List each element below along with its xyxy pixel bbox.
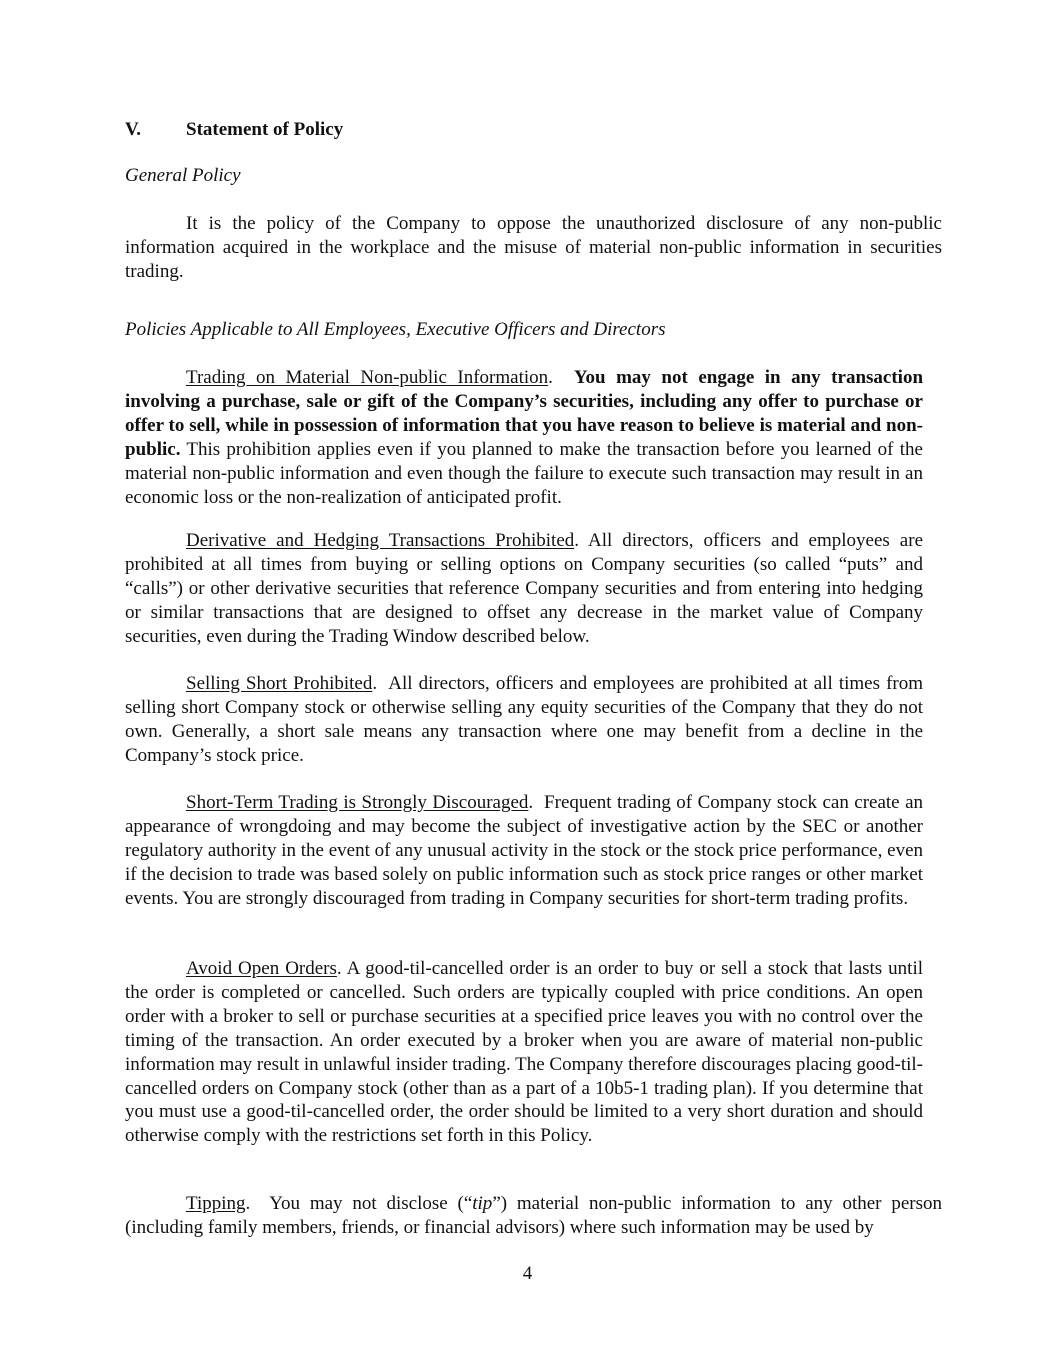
tip-word: tip bbox=[472, 1193, 493, 1214]
derivative-paragraph: Derivative and Hedging Transactions Prohibited. All directors, officers and employees are prohibited at all times from buying or selling options on Company securities (so called “puts” and “calls”) or other derivative securities that reference Company securities and from entering into hedging or similar transactions that are designed to offset any decrease in the market value of Company securities, even during the Trading Window described below. bbox=[125, 530, 924, 647]
applicable-policies-heading: Policies Applicable to All Employees, Executive Officers and Directors bbox=[125, 319, 666, 340]
tipping-text-before: You may not disclose (“ bbox=[269, 1193, 473, 1214]
tipping-text-after: ”) material non-public information to any other person (including family members, friends, or financial advisors) where such information may be used by bbox=[125, 1193, 942, 1238]
general-policy-paragraph: It is the policy of the Company to oppose the unauthorized disclosure of any non-public information acquired in the workplace and the misuse of material non-public information in securities trading. bbox=[125, 213, 942, 282]
tipping-title: Tipping bbox=[186, 1193, 246, 1214]
trading-bold-text: You may not engage in any transaction involving a purchase, sale or gift of the Company’s securities, including any offer to purchase or offer to sell, while in possession of information that you have reason to believe is material and non-public. bbox=[125, 367, 924, 460]
short-selling-title: Selling Short Prohibited bbox=[186, 673, 373, 694]
short-term-paragraph: Short-Term Trading is Strongly Discouraged. Frequent trading of Company stock can create an appearance of wrongdoing and may become the subject of investigative action by the SEC or another regulatory authority in the event of any unusual activity in the stock or the stock price performance, even if the decision to trade was based solely on public information such as stock price ranges or other market events. You are strongly discouraged from trading in Company securities for short-term trading profits. bbox=[125, 792, 923, 909]
short-term-text: Frequent trading of Company stock can create an appearance of wrongdoing and may become the subject of investigative action by the SEC or another regulatory authority in the event of any unusual activity in the stock or the stock price performance, even if the decision to trade was based solely on public information such as stock price ranges or other market events. You are strongly discouraged from trading in Company securities for short-term trading profits. bbox=[125, 792, 923, 909]
trading-text: This prohibition applies even if you planned to make the transaction before you learned of the material non-public information and even though the failure to execute such transaction may result in an economic loss or the non-realization of anticipated profit. bbox=[125, 438, 923, 508]
derivative-title: Derivative and Hedging Transactions Prohibited bbox=[186, 530, 575, 551]
page-number: 4 bbox=[522, 1263, 533, 1284]
general-policy-heading: General Policy bbox=[125, 165, 241, 186]
section-title: Statement of Policy bbox=[186, 119, 344, 140]
section-heading bbox=[125, 118, 343, 142]
short-selling-text: All directors, officers and employees are prohibited at all times from selling short Company stock or otherwise selling any equity securities of the Company that they do not own. Generally, a short sale means any transaction where one may benefit from a decline in the Company’s stock price. bbox=[125, 673, 923, 766]
open-orders-paragraph: Avoid Open Orders. A good-til-cancelled order is an order to buy or sell a stock that lasts until the order is completed or cancelled. Such orders are typically coupled with price conditions. An open order with a broker to sell or purchase securities at a specified price leaves you with no control over the timing of the transaction. An order executed by a broker when you are aware of material non-public information may result in unlawful insider trading. The Company therefore discourages placing good-til-cancelled orders on Company stock (other than as a part of a 10b5-1 trading plan). If you determine that you must use a good-til-cancelled order, the order should be limited to a very short duration and should otherwise comply with the restrictions set forth in this Policy. bbox=[125, 958, 924, 1147]
open-orders-text: A good-til-cancelled order is an order to buy or sell a stock that lasts until the order is completed or cancelled. Such orders are typically coupled with price conditions. An open order with a broker to sell or purchase securities at a specified price leaves you with no control over the timing of the transaction. An order executed by a broker when you are aware of material non-public information may result in unlawful insider trading. The Company therefore discourages placing good-til-cancelled orders on Company stock (other than as a part of a 10b5-1 trading plan). If you determine that you must use a good-til-cancelled order, the order should be limited to a very short duration and should otherwise comply with the restrictions set forth in this Policy. bbox=[125, 958, 924, 1147]
derivative-text: All directors, officers and employees are prohibited at all times from buying or selling options on Company securities (so called “puts” and “calls”) or other derivative securities that reference Company securities and from entering into hedging or similar transactions that are designed to offset any decrease in the market value of Company securities, even during the Trading Window described below. bbox=[125, 530, 924, 647]
short-selling-paragraph: Selling Short Prohibited. All directors, officers and employees are prohibited at all times from selling short Company stock or otherwise selling any equity securities of the Company that they do not own. Generally, a short sale means any transaction where one may benefit from a decline in the Company’s stock price. bbox=[125, 673, 923, 766]
short-term-title: Short-Term Trading is Strongly Discouraged bbox=[186, 792, 529, 813]
tipping-paragraph: Tipping. You may not disclose (“tip”) material non-public information to any other person (including family members, friends, or financial advisors) where such information may be used by bbox=[125, 1193, 942, 1238]
open-orders-title: Avoid Open Orders bbox=[186, 958, 337, 979]
trading-paragraph: Trading on Material Non-public Information. You may not engage in any transaction involving a purchase, sale or gift of the Company’s securities, including any offer to purchase or offer to sell, while in possession of information that you have reason to believe is material and non-public. This prohibition applies even if you planned to make the transaction before you learned of the material non-public information and even though the failure to execute such transaction may result in an economic loss or the non-realization of anticipated profit. bbox=[125, 367, 924, 508]
section-number: V. bbox=[125, 119, 142, 140]
trading-title: Trading on Material Non-public Information bbox=[186, 367, 549, 388]
